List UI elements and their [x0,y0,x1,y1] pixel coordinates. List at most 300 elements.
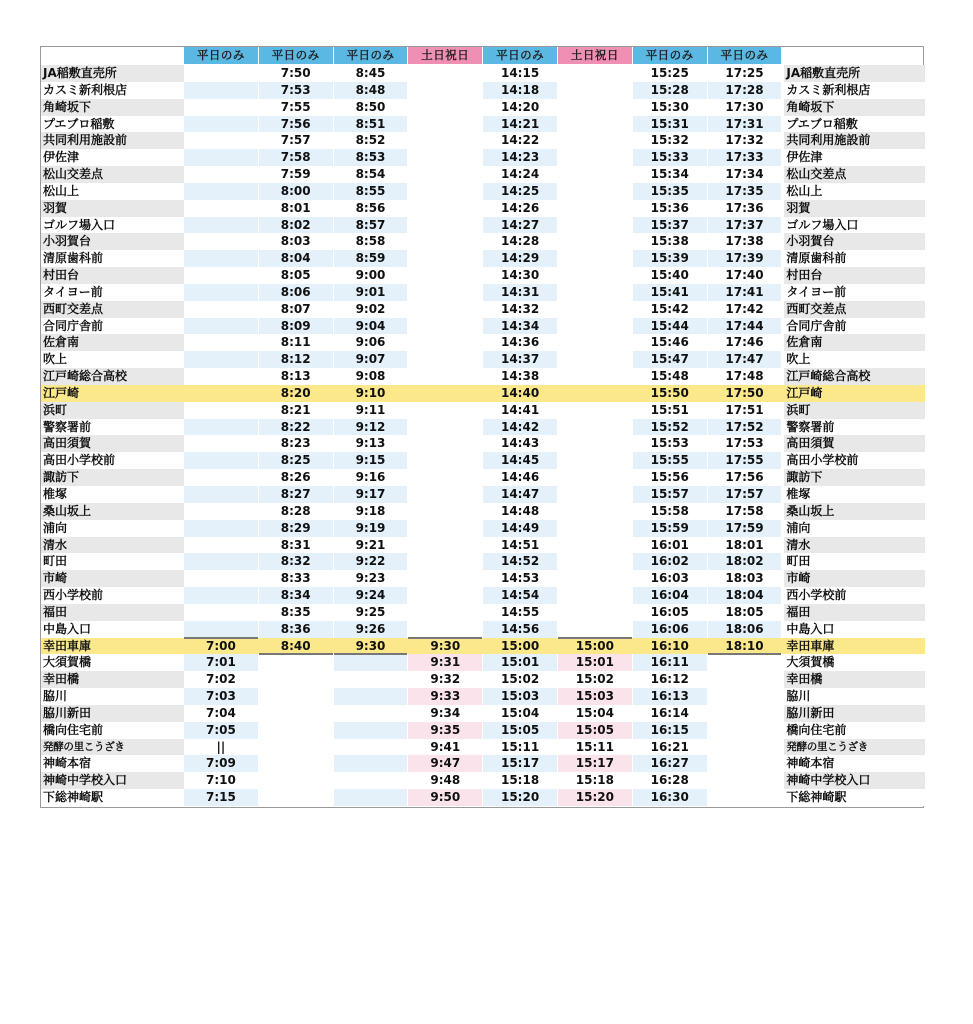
time-cell: 9:33 [408,688,482,705]
table-row [41,469,925,486]
stop-name: 幸田橋 [41,671,184,688]
time-cell: 7:59 [280,167,311,182]
time-cell [184,553,258,570]
time-cell: 16:05 [650,604,689,619]
stop-name: 清水 [41,537,184,554]
time-cell: 15:35 [633,183,707,200]
time-cell: 8:06 [259,284,333,301]
table-row [41,435,925,452]
time-cell [558,621,632,638]
time-cell: 15:41 [633,284,707,301]
time-cell: 18:05 [725,604,764,619]
time-cell: 15:17 [483,755,557,772]
time-cell [334,755,408,772]
table-row [41,183,925,200]
stop-name-right: 幸田車庫 [786,638,835,653]
time-cell [558,217,632,234]
time-cell: 15:02 [575,672,614,687]
time-cell: 14:31 [483,284,557,301]
time-cell: 8:07 [280,301,311,316]
time-cell [708,722,782,739]
time-cell [184,621,258,638]
time-cell [408,368,482,385]
table-row [41,402,925,419]
time-cell [408,200,482,217]
time-cell: 15:50 [650,385,689,400]
time-cell: 8:09 [259,318,333,335]
time-cell: 17:46 [725,335,764,350]
time-cell: 14:55 [500,604,540,619]
time-cell [184,537,258,554]
time-cell: 8:45 [355,66,386,80]
time-cell [408,318,482,335]
time-cell: 14:26 [500,200,540,215]
time-cell: 15:55 [633,452,707,469]
time-cell: 8:53 [334,149,408,166]
time-cell: 7:58 [259,149,333,166]
time-cell [408,82,482,99]
time-cell: 14:48 [500,503,540,518]
stop-name: 浜町 [41,402,184,419]
header-row [41,47,925,65]
stop-name-right: 桑山坂上 [784,503,925,520]
time-cell [558,452,632,469]
stop-name-right: 村田台 [784,267,925,284]
time-cell: 15:31 [633,116,707,133]
time-cell: 15:52 [633,419,707,436]
time-cell: 14:18 [483,82,557,99]
stop-name: ゴルフ場入口 [41,217,184,234]
time-cell: 8:11 [280,335,311,350]
stop-name-right: 大須賀橋 [784,654,925,671]
time-cell: 7:55 [280,99,311,114]
time-cell: 15:01 [558,654,632,671]
stop-name: 下総神崎駅 [41,789,184,806]
time-cell: 7:05 [184,722,258,739]
time-cell [408,435,482,452]
table-row [41,705,925,722]
time-cell: 14:23 [483,149,557,166]
stop-name: JA稲敷直売所 [41,65,184,82]
time-cell: 8:21 [280,402,311,417]
time-cell [708,688,782,705]
time-cell [558,537,632,554]
time-cell: 15:36 [650,200,689,215]
time-cell: 7:53 [259,82,333,99]
stop-name-right: 高田小学校前 [784,452,925,469]
header-weekend-6: 土日祝日 [558,47,632,64]
time-cell [558,402,632,419]
time-cell: 14:43 [500,436,540,451]
stop-name-right: 吹上 [784,351,925,368]
time-cell [558,284,632,301]
stop-name-right: カスミ新利根店 [784,82,925,99]
time-cell [558,149,632,166]
time-cell [408,334,482,351]
time-cell: 8:25 [259,452,333,469]
table-row [41,537,925,554]
time-cell: 8:51 [334,116,408,133]
time-cell [558,132,632,149]
time-cell [184,503,258,520]
stop-name: 松山上 [41,183,184,200]
time-cell: 9:35 [408,722,482,739]
table-row [41,82,925,99]
time-cell [408,604,482,621]
stop-name: 警察署前 [41,419,184,436]
stop-name: 発酵の里こうざき [41,739,184,756]
time-cell: 15:18 [575,773,614,788]
time-cell: 14:30 [500,268,540,283]
time-cell [408,351,482,368]
time-cell [408,233,482,250]
time-cell: 9:01 [334,284,408,301]
time-cell [558,587,632,604]
time-cell: 15:03 [483,688,557,705]
stop-name: 脇川 [41,688,184,705]
time-cell [558,570,632,587]
table-row [41,250,925,267]
table-row-highlight [41,638,925,655]
time-cell: 9:31 [408,654,482,671]
table-row [41,789,925,806]
time-cell [558,385,632,402]
time-cell [334,739,408,756]
time-cell: || [216,739,226,754]
time-cell: 15:03 [558,688,632,705]
time-cell: 15:46 [650,335,689,350]
stop-name-right: 脇川新田 [784,705,925,722]
time-cell: 9:24 [334,587,408,604]
stop-name: 高田小学校前 [41,452,184,469]
time-cell: 15:17 [558,755,632,772]
stop-name-right: 高田須賀 [784,435,925,452]
time-cell [558,435,632,452]
stop-name-right: 下総神崎駅 [784,789,925,806]
stop-name: 市崎 [41,570,184,587]
table-row [41,654,925,671]
time-cell: 9:16 [355,470,386,485]
time-cell: 9:22 [334,553,408,570]
table-row [41,116,925,133]
time-cell: 14:56 [483,621,557,638]
stop-name-right: 羽賀 [784,200,925,217]
table-row [41,503,925,520]
time-cell [558,368,632,385]
stop-name: プエブロ稲敷 [41,116,184,133]
time-cell: 8:00 [259,183,333,200]
time-cell: 7:01 [184,654,258,671]
stop-name: 清原歯科前 [41,250,184,267]
time-cell: 17:57 [708,486,782,503]
time-cell: 16:12 [650,672,689,687]
table-row [41,604,925,621]
stop-name-right: 伊佐津 [784,149,925,166]
time-cell [259,705,333,722]
time-cell: 16:03 [650,571,689,586]
table-row [41,149,925,166]
time-cell [558,267,632,284]
time-cell: 9:32 [430,672,461,687]
time-cell [184,469,258,486]
table-row [41,570,925,587]
time-cell: 9:12 [334,419,408,436]
time-cell: 8:22 [259,419,333,436]
time-cell: 7:10 [205,773,236,788]
time-cell: 8:01 [280,200,311,215]
time-cell [408,132,482,149]
stop-name-right: 浦向 [784,520,925,537]
time-cell [408,402,482,419]
stop-name-right: プエブロ稲敷 [784,116,925,133]
time-cell [259,789,333,806]
stop-name: 脇川新田 [41,705,184,722]
time-cell [408,537,482,554]
stop-name-right: 西小学校前 [784,587,925,604]
time-cell: 9:02 [355,301,386,316]
time-cell [184,149,258,166]
time-cell: 16:30 [633,789,707,806]
time-cell: 14:29 [483,250,557,267]
time-cell: 15:58 [650,503,689,518]
time-cell: 15:04 [575,705,614,720]
time-cell: 9:26 [334,621,408,638]
time-cell [408,99,482,116]
stop-name: 共同利用施設前 [41,132,184,149]
time-cell [558,469,632,486]
time-cell: 14:47 [483,486,557,503]
table-row [41,284,925,301]
time-cell: 8:28 [280,503,311,518]
time-cell [334,722,408,739]
time-cell [184,267,258,284]
time-cell [184,200,258,217]
time-cell: 9:06 [355,335,386,350]
stop-name-right: 西町交差点 [784,301,925,318]
table-row [41,318,925,335]
time-cell [334,654,408,671]
time-cell: 16:02 [633,553,707,570]
time-cell: 9:47 [408,755,482,772]
time-cell [184,604,258,621]
time-cell [184,65,258,82]
stop-name-right: タイヨー前 [784,284,925,301]
time-cell: 15:30 [650,99,689,114]
stop-name: 福田 [41,604,184,621]
time-cell [184,284,258,301]
time-cell: 17:40 [725,268,764,283]
time-cell [334,789,408,806]
stop-name: 浦向 [41,520,184,537]
time-cell: 17:41 [708,284,782,301]
time-cell [259,755,333,772]
time-cell: 15:47 [633,351,707,368]
time-cell: 18:01 [725,537,764,552]
time-cell [408,553,482,570]
time-cell: 15:51 [650,402,689,417]
time-cell [408,520,482,537]
time-cell: 18:04 [708,587,782,604]
time-cell: 17:34 [725,167,764,182]
stop-name: 江戸崎 [43,385,80,400]
time-cell [408,149,482,166]
time-cell: 16:13 [633,688,707,705]
time-cell [708,654,782,671]
stop-name: カスミ新利根店 [41,82,184,99]
time-cell: 15:44 [633,318,707,335]
route-divider-line [558,637,632,639]
time-cell: 16:04 [633,587,707,604]
time-cell: 14:42 [483,419,557,436]
time-cell: 16:01 [650,537,689,552]
time-cell [184,520,258,537]
time-cell: 15:00 [500,638,540,653]
time-cell: 15:42 [650,301,689,316]
table-row [41,722,925,739]
time-cell [558,200,632,217]
route-divider-line [334,653,408,655]
time-cell [184,334,258,351]
route-divider-line [184,637,258,639]
time-cell: 8:50 [355,99,386,114]
table-row [41,587,925,604]
stop-name-right: 中島入口 [784,621,925,638]
time-cell: 8:31 [280,537,311,552]
stop-name-right: 江戸崎 [786,385,823,400]
time-cell [558,82,632,99]
time-cell: 18:10 [725,638,764,653]
time-cell [558,503,632,520]
time-cell: 9:30 [355,638,386,653]
time-cell: 8:32 [259,553,333,570]
table-row [41,671,925,688]
time-cell: 17:28 [708,82,782,99]
time-cell: 17:59 [708,520,782,537]
time-cell [259,654,333,671]
stop-name: 諏訪下 [41,469,184,486]
time-cell [259,739,333,756]
time-cell: 17:39 [708,250,782,267]
stop-name: 角崎坂下 [41,99,184,116]
time-cell: 14:27 [483,217,557,234]
time-cell [558,233,632,250]
time-cell [408,217,482,234]
header-weekend-4: 土日祝日 [408,47,482,64]
time-cell: 7:02 [205,672,236,687]
time-cell [558,520,632,537]
time-cell: 17:50 [725,385,764,400]
time-cell [408,284,482,301]
time-cell: 14:40 [500,385,540,400]
time-cell [708,739,782,756]
time-cell: 18:03 [725,571,764,586]
time-cell: 9:13 [355,436,386,451]
time-cell: 17:48 [725,369,764,384]
stop-name: 江戸崎総合高校 [41,368,184,385]
time-cell [408,503,482,520]
time-cell [184,250,258,267]
time-cell: 9:00 [355,268,386,283]
time-cell: 17:52 [708,419,782,436]
time-cell: 15:25 [650,66,689,80]
time-cell [408,385,482,402]
time-cell: 14:25 [483,183,557,200]
time-cell [259,688,333,705]
time-cell [558,419,632,436]
time-cell [184,419,258,436]
table-row [41,452,925,469]
time-cell: 9:18 [355,503,386,518]
time-cell: 17:25 [725,66,764,80]
time-cell: 17:47 [708,351,782,368]
time-cell [408,570,482,587]
stop-name: 大須賀橋 [41,654,184,671]
time-cell: 14:36 [500,335,540,350]
table-row [41,739,925,756]
time-cell: 8:59 [334,250,408,267]
time-cell: 8:36 [259,621,333,638]
time-cell: 16:15 [633,722,707,739]
stop-name: 町田 [41,553,184,570]
time-cell: 8:04 [259,250,333,267]
time-cell: 7:56 [259,116,333,133]
stop-name-right: 警察署前 [784,419,925,436]
stop-name-right: 町田 [784,553,925,570]
time-cell: 16:10 [650,638,689,653]
time-cell [708,671,782,688]
time-cell [184,318,258,335]
time-cell [408,250,482,267]
stop-name-right: 脇川 [784,688,925,705]
stop-name: 羽賀 [41,200,184,217]
stop-name-right: 松山交差点 [784,166,925,183]
time-cell [184,351,258,368]
time-cell [558,604,632,621]
time-cell: 14:53 [500,571,540,586]
time-cell: 8:56 [355,200,386,215]
time-cell: 9:04 [334,318,408,335]
time-cell: 14:46 [500,470,540,485]
time-cell: 8:26 [280,470,311,485]
time-cell: 14:45 [483,452,557,469]
time-cell: 8:35 [280,604,311,619]
time-cell: 8:58 [355,234,386,249]
time-cell [408,486,482,503]
time-cell: 15:38 [650,234,689,249]
time-cell [184,385,258,402]
time-cell: 7:57 [280,133,311,148]
stop-name-right: JA稲敷直売所 [784,65,925,82]
time-cell: 15:05 [558,722,632,739]
table-row [41,217,925,234]
time-cell: 15:05 [483,722,557,739]
stop-name-right: 発酵の里こうざき [784,739,925,756]
time-cell: 9:17 [334,486,408,503]
stop-name-right: ゴルフ場入口 [784,217,925,234]
time-cell: 9:08 [355,369,386,384]
time-cell [334,671,408,688]
time-cell [184,82,258,99]
time-cell [408,469,482,486]
time-cell [408,267,482,284]
time-cell: 9:19 [334,520,408,537]
time-cell [259,772,333,789]
stop-name-right: 小羽賀台 [784,233,925,250]
time-cell: 14:38 [500,369,540,384]
time-cell: 9:21 [355,537,386,552]
time-cell: 8:29 [259,520,333,537]
time-cell [708,755,782,772]
